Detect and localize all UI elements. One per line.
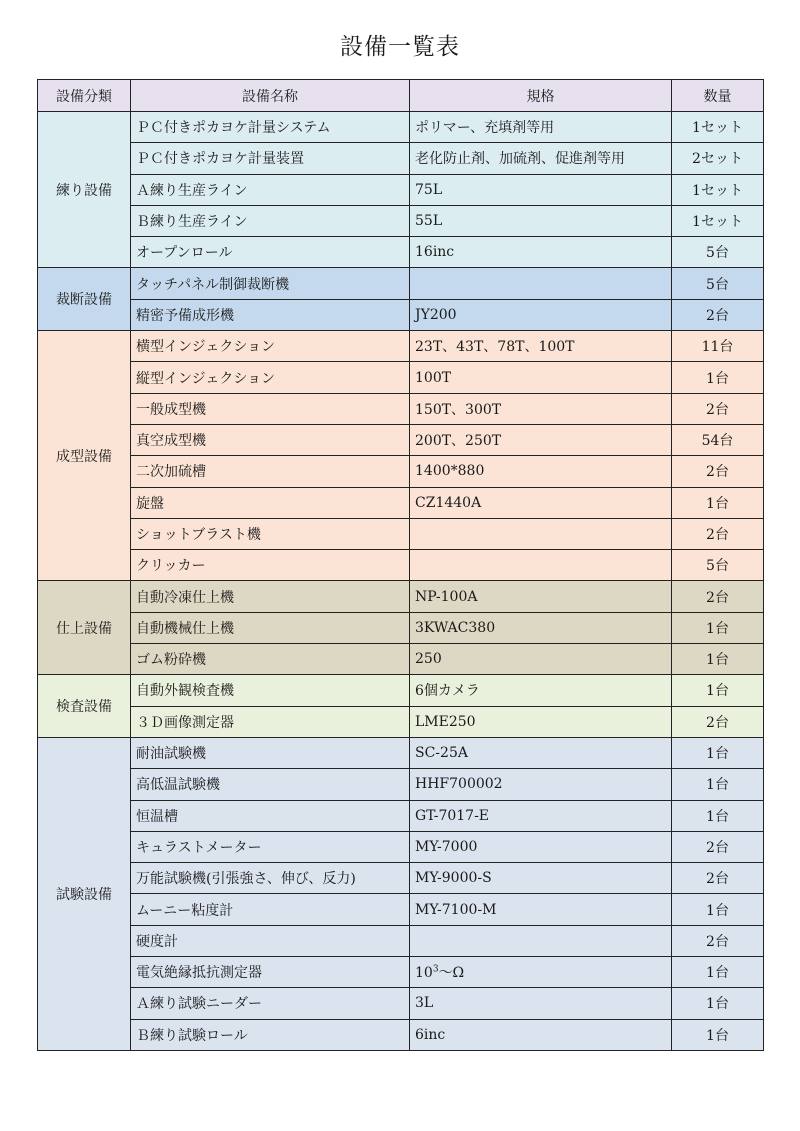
quantity-cell: 1台 — [672, 487, 764, 518]
table-row — [38, 393, 764, 424]
table-row — [38, 143, 764, 174]
equipment-table-body — [38, 112, 764, 1051]
equipment-name-cell: 縦型インジェクション — [131, 362, 410, 393]
spec-cell: 1400*880 — [410, 456, 672, 487]
quantity-cell: 1台 — [672, 957, 764, 988]
header-category: 設備分類 — [38, 80, 131, 112]
equipment-name-cell: 旋盤 — [131, 487, 410, 518]
table-row — [38, 237, 764, 268]
equipment-name-cell: キュラストメーター — [131, 831, 410, 862]
spec-cell — [410, 268, 672, 299]
table-row — [38, 925, 764, 956]
table-row — [38, 205, 764, 236]
quantity-cell: 1セット — [672, 112, 764, 143]
quantity-cell: 2台 — [672, 581, 764, 612]
table-row — [38, 769, 764, 800]
equipment-name-cell: 耐油試験機 — [131, 737, 410, 768]
table-row — [38, 1019, 764, 1050]
spec-cell: 55L — [410, 205, 672, 236]
spec-cell — [410, 957, 672, 988]
spec-suffix: ～Ω — [438, 965, 465, 982]
quantity-cell: 1台 — [672, 769, 764, 800]
table-row — [38, 550, 764, 581]
quantity-cell: 2セット — [672, 143, 764, 174]
equipment-name-cell: 万能試験機(引張強さ、伸び、反力) — [131, 863, 410, 894]
spec-base: 10 — [415, 965, 433, 982]
equipment-table — [37, 79, 764, 1051]
quantity-cell: 1台 — [672, 675, 764, 706]
table-row — [38, 299, 764, 330]
equipment-name-cell: クリッカー — [131, 550, 410, 581]
equipment-name-cell: オープンロール — [131, 237, 410, 268]
equipment-name-cell: タッチパネル制御裁断機 — [131, 268, 410, 299]
equipment-name-cell: 精密予備成形機 — [131, 299, 410, 330]
spec-cell: 150T、300T — [410, 393, 672, 424]
table-row — [38, 737, 764, 768]
quantity-cell: 1セット — [672, 174, 764, 205]
spec-cell: MY-9000-S — [410, 863, 672, 894]
equipment-name-cell: ＰＣ付きポカヨケ計量システム — [131, 112, 410, 143]
spec-cell — [410, 550, 672, 581]
table-row — [38, 112, 764, 143]
table-row — [38, 706, 764, 737]
spec-cell: 老化防止剤、加硫剤、促進剤等用 — [410, 143, 672, 174]
equipment-name-cell: 一般成型機 — [131, 393, 410, 424]
table-row — [38, 518, 764, 549]
spec-cell — [410, 925, 672, 956]
page-title: 設備一覧表 — [340, 34, 460, 60]
equipment-name-cell: ３Ｄ画像測定器 — [131, 706, 410, 737]
quantity-cell: 2台 — [672, 393, 764, 424]
equipment-name-cell: Ｂ練り試験ロール — [131, 1019, 410, 1050]
quantity-cell: 2台 — [672, 925, 764, 956]
quantity-cell: 5台 — [672, 268, 764, 299]
category-cell: 成型設備 — [38, 331, 131, 581]
equipment-name-cell: 硬度計 — [131, 925, 410, 956]
spec-cell — [410, 518, 672, 549]
quantity-cell: 1台 — [672, 988, 764, 1019]
quantity-cell: 2台 — [672, 706, 764, 737]
spec-cell: GT-7017-E — [410, 800, 672, 831]
category-cell: 仕上設備 — [38, 581, 131, 675]
table-row — [38, 174, 764, 205]
table-row — [38, 487, 764, 518]
quantity-cell: 1台 — [672, 737, 764, 768]
header-name: 設備名称 — [131, 80, 410, 112]
table-row — [38, 456, 764, 487]
equipment-name-cell: Ｂ練り生産ライン — [131, 205, 410, 236]
quantity-cell: 2台 — [672, 831, 764, 862]
table-row — [38, 362, 764, 393]
equipment-name-cell: 高低温試験機 — [131, 769, 410, 800]
spec-cell: 200T、250T — [410, 424, 672, 455]
table-row — [38, 831, 764, 862]
table-row — [38, 675, 764, 706]
quantity-cell: 1台 — [672, 612, 764, 643]
spec-cell: SC-25A — [410, 737, 672, 768]
table-row — [38, 612, 764, 643]
spec-cell: JY200 — [410, 299, 672, 330]
spec-cell: 6個カメラ — [410, 675, 672, 706]
table-row — [38, 268, 764, 299]
quantity-cell: 1台 — [672, 800, 764, 831]
quantity-cell: 2台 — [672, 863, 764, 894]
table-row — [38, 331, 764, 362]
equipment-name-cell: ムーニー粘度計 — [131, 894, 410, 925]
spec-cell: ポリマー、充填剤等用 — [410, 112, 672, 143]
table-row — [38, 863, 764, 894]
spec-exponent: 3 — [432, 964, 439, 975]
table-row — [38, 424, 764, 455]
quantity-cell: 1台 — [672, 894, 764, 925]
spec-cell: MY-7000 — [410, 831, 672, 862]
header-row — [38, 80, 764, 112]
equipment-name-cell: 恒温槽 — [131, 800, 410, 831]
spec-cell: MY-7100-M — [410, 894, 672, 925]
quantity-cell: 54台 — [672, 424, 764, 455]
equipment-name-cell: ＰＣ付きポカヨケ計量装置 — [131, 143, 410, 174]
equipment-name-cell: 自動機械仕上機 — [131, 612, 410, 643]
category-cell: 試験設備 — [38, 737, 131, 1050]
equipment-name-cell: 横型インジェクション — [131, 331, 410, 362]
equipment-name-cell: 自動冷凍仕上機 — [131, 581, 410, 612]
equipment-name-cell: ショットブラスト機 — [131, 518, 410, 549]
quantity-cell: 5台 — [672, 550, 764, 581]
equipment-name-cell: ゴム粉砕機 — [131, 644, 410, 675]
table-row — [38, 988, 764, 1019]
spec-cell: 23T、43T、78T、100T — [410, 331, 672, 362]
equipment-name-cell: 自動外観検査機 — [131, 675, 410, 706]
quantity-cell: 2台 — [672, 299, 764, 330]
quantity-cell: 1台 — [672, 644, 764, 675]
equipment-name-cell: 真空成型機 — [131, 424, 410, 455]
spec-cell: CZ1440A — [410, 487, 672, 518]
table-row — [38, 581, 764, 612]
table-row — [38, 894, 764, 925]
quantity-cell: 2台 — [672, 456, 764, 487]
quantity-cell: 11台 — [672, 331, 764, 362]
quantity-cell: 1台 — [672, 362, 764, 393]
spec-cell: 6inc — [410, 1019, 672, 1050]
table-row — [38, 800, 764, 831]
quantity-cell: 1台 — [672, 1019, 764, 1050]
equipment-name-cell: Ａ練り生産ライン — [131, 174, 410, 205]
spec-cell: 250 — [410, 644, 672, 675]
equipment-name-cell: 二次加硫槽 — [131, 456, 410, 487]
category-cell: 裁断設備 — [38, 268, 131, 331]
header-spec: 規格 — [410, 80, 672, 112]
quantity-cell: 2台 — [672, 518, 764, 549]
category-cell: 検査設備 — [38, 675, 131, 738]
spec-cell: HHF700002 — [410, 769, 672, 800]
table-row — [38, 957, 764, 988]
quantity-cell: 1セット — [672, 205, 764, 236]
spec-cell: NP-100A — [410, 581, 672, 612]
category-cell: 練り設備 — [38, 112, 131, 268]
spec-cell: 16inc — [410, 237, 672, 268]
equipment-name-cell: 電気絶縁抵抗測定器 — [131, 957, 410, 988]
spec-cell: 100T — [410, 362, 672, 393]
header-qty: 数量 — [672, 80, 764, 112]
spec-cell: 3KWAC380 — [410, 612, 672, 643]
equipment-name-cell: Ａ練り試験ニーダー — [131, 988, 410, 1019]
spec-cell: LME250 — [410, 706, 672, 737]
spec-cell: 3L — [410, 988, 672, 1019]
quantity-cell: 5台 — [672, 237, 764, 268]
spec-cell: 75L — [410, 174, 672, 205]
table-row — [38, 644, 764, 675]
